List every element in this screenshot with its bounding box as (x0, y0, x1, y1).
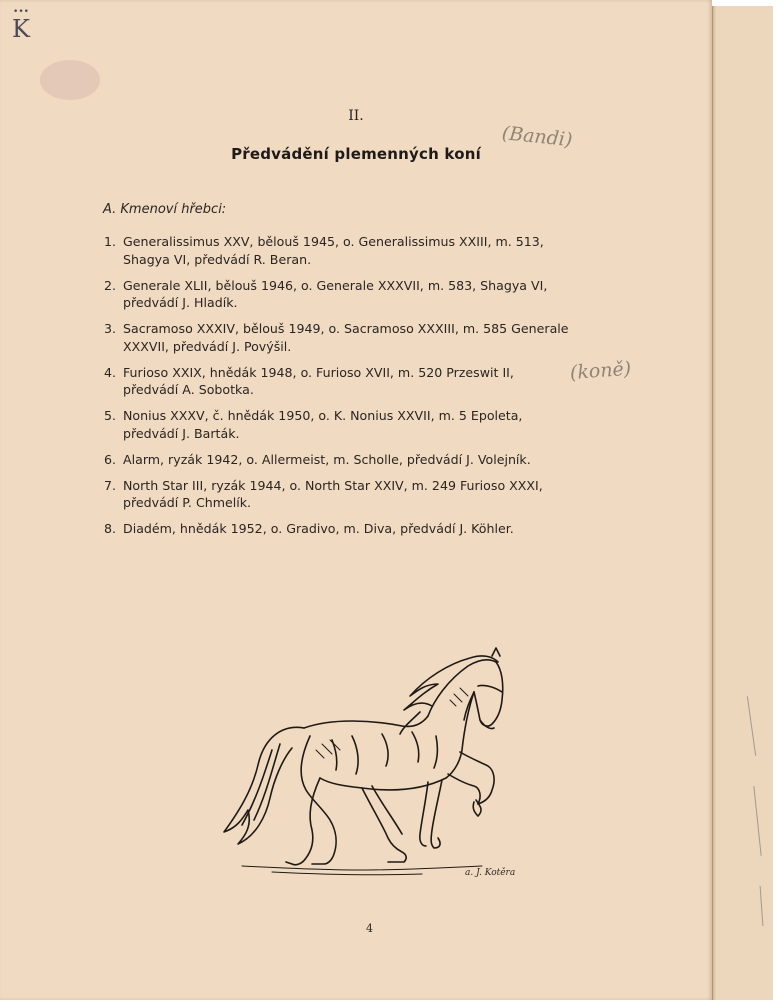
list-item-text-line: Shagya VI, předvádí R. Beran. (123, 251, 312, 267)
section-number: II. (348, 108, 364, 124)
pencil-mark (760, 886, 764, 926)
back-page-flap (712, 6, 773, 1000)
list-item-number: 8. (104, 521, 117, 536)
list-item-number: 6. (104, 451, 117, 467)
list-item-number: 7. (104, 477, 117, 493)
list-item-text-line: předvádí J. Barták. (123, 425, 240, 441)
list-item-text-line: North Star III, ryzák 1944, o. North Star XXIV, m. 249 Furioso XXXI, (123, 477, 543, 493)
list-item-text-line: předvádí P. Chmelík. (123, 495, 252, 510)
handwritten-note-kone: (koně) (569, 357, 632, 384)
page-fold-shadow (712, 6, 716, 1000)
list-item (104, 233, 624, 268)
list-item-text-line: Generale XLII, bělouš 1946, o. Generale XXXVII, m. 583, Shagya VI, (123, 277, 548, 293)
pencil-mark (753, 786, 761, 856)
list-item (104, 364, 624, 399)
list-item-text-line: Alarm, ryzák 1942, o. Allermeist, m. Scholle, předvádí J. Volejník. (123, 451, 531, 467)
list-item (104, 277, 624, 312)
horse-illustration (212, 640, 517, 885)
list-item-number: 4. (104, 364, 117, 380)
list-item-number: 2. (104, 277, 117, 293)
subsection-heading: A. Kmenoví hřebci: (103, 202, 227, 217)
list-item-number: 1. (104, 234, 117, 249)
list-item (104, 451, 624, 469)
logo (10, 8, 32, 48)
list-item-text-line: Furioso XXIX, hnědák 1948, o. Furioso XVII, m. 520 Przeswit II, (123, 364, 514, 380)
illustration-signature: a. J. Kotěra (465, 868, 516, 878)
list-item-text-line: XXXVII, předvádí J. Povýšil. (123, 338, 292, 354)
logo-letter: K (12, 15, 30, 43)
list-item-text-line: Generalissimus XXV, bělouš 1945, o. Generalissimus XXIII, m. 513, (123, 234, 544, 249)
list-item-text-line: předvádí J. Hladík. (123, 295, 238, 310)
list-item (104, 477, 624, 512)
list-item-text-line: Diadém, hnědák 1952, o. Gradivo, m. Diva, předvádí J. Köhler. (123, 521, 514, 536)
pencil-mark (747, 696, 756, 756)
logo-dots: ••• (13, 7, 29, 17)
list-item (104, 407, 624, 442)
page-number: 4 (366, 922, 373, 935)
list-item (104, 320, 624, 355)
paper-stain (40, 60, 100, 100)
horse-list (104, 233, 624, 546)
list-item (104, 520, 624, 538)
list-item-text-line: předvádí A. Sobotka. (123, 382, 254, 397)
list-item-text-line: Sacramoso XXXIV, bělouš 1949, o. Sacramoso XXXIII, m. 585 Generale (123, 321, 569, 336)
list-item-number: 5. (104, 408, 117, 423)
page-title: Předvádění plemenných koní (231, 145, 481, 163)
handwritten-note-bandi: (Bandi) (500, 122, 574, 152)
list-item-text-line: Nonius XXXV, č. hnědák 1950, o. K. Nonius XXVII, m. 5 Epoleta, (123, 408, 523, 423)
list-item-number: 3. (104, 321, 117, 336)
